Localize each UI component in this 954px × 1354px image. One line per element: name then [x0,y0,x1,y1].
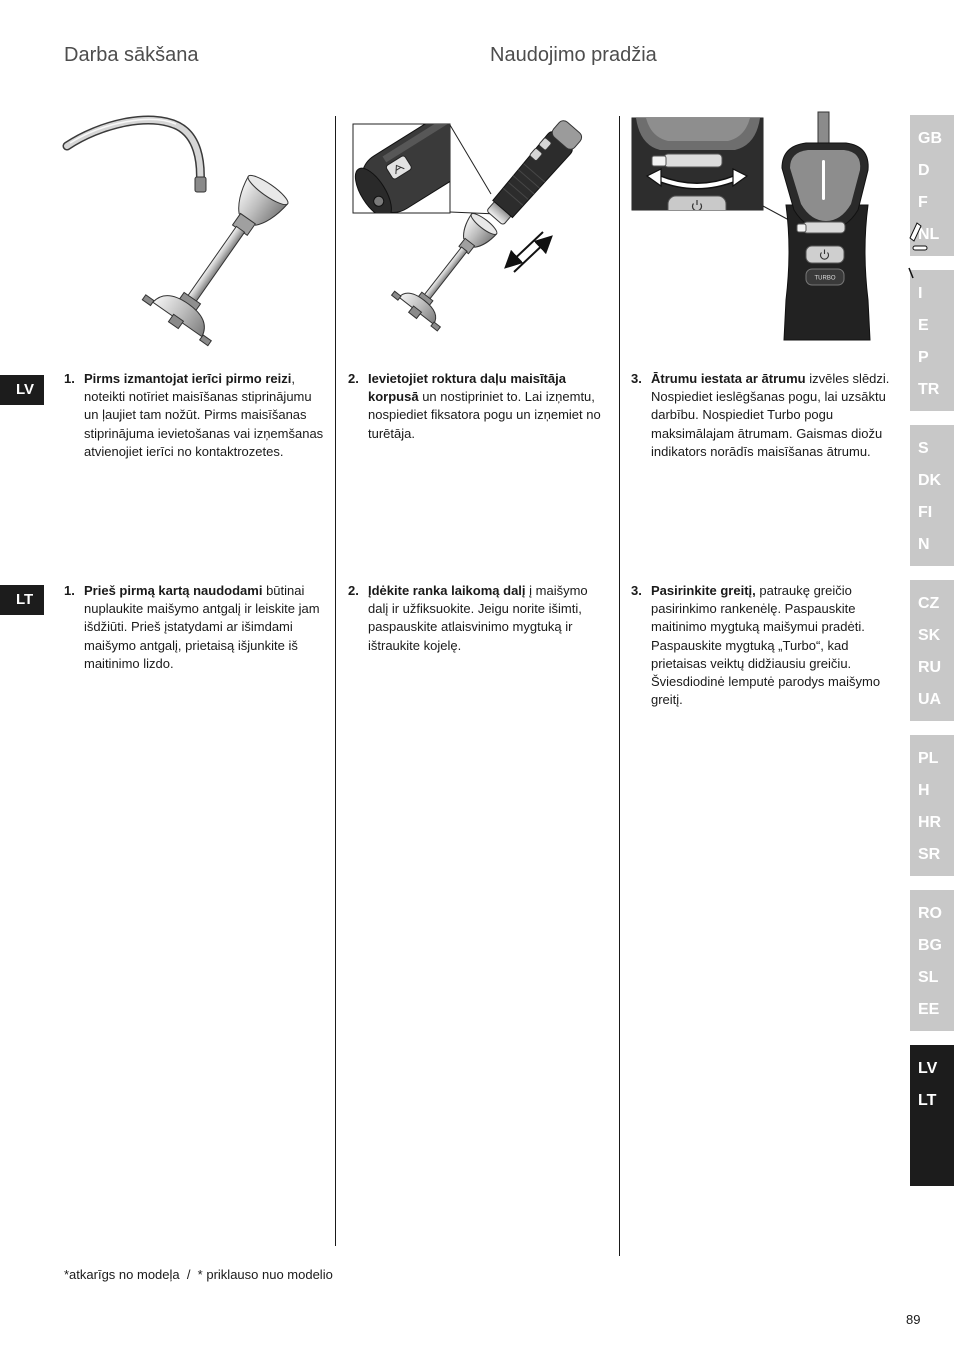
column-divider-1 [335,116,336,1246]
language-tab-gb: GB [918,130,942,147]
language-tab-h: H [918,782,930,799]
language-tab-sk: SK [918,627,941,644]
step-detail: patraukę greičio pasirinkimo rankenėlę. Paspauskite maitinimo mygtuką maišymui pradėti. Paspauskite mygtuką „Turbo“, kad prietaisas veiktų didžiausiu greičiu. Šviesdiodinė lemputė parodys maišymo greitį. [651,583,881,708]
step-lead: Prieš pirmą kartą naudodami [84,583,263,598]
language-tab-hr: HR [918,814,942,831]
language-tab-d: D [918,162,930,179]
lv-step-1 [64,370,326,461]
step-lead: Ievietojiet roktura daļu maisītāja korpusā [368,371,566,405]
step-number: 1. [64,583,75,598]
step-detail: un nostipriniet to. Lai izņemtu, nospiediet fiksatora pogu un izņemiet no turētāja. [368,389,601,441]
language-tab-e: E [918,317,929,334]
step-text [651,370,893,461]
lv-step-3 [631,370,893,461]
blender-shaft-illustration [141,162,305,348]
language-tab-ua: UA [918,691,942,708]
language-tab-s: S [918,440,929,457]
step-detail: būtinai nuplaukite maišymo antgalį ir leiskite jam išdžiūti. Prieš įstatydami ar išimdami maišymo antgalį, prietaisą išjunkite iš maitinimo lizdo. [84,583,320,671]
language-tab-ru: RU [918,659,942,676]
step-text [84,370,326,461]
section-tab-lv: LV [0,375,44,405]
step-text [368,582,610,655]
lt-step-3 [631,582,893,709]
lt-step-1 [64,582,326,673]
speed-slider [803,222,845,233]
language-tab-lt: LT [918,1092,937,1109]
language-tab-group-3 [910,425,954,566]
language-tab-lv: LV [918,1060,938,1077]
blender-shaft-illustration-2 [390,203,510,334]
curved-tube-illustration [67,119,206,192]
language-tab-group-5 [910,735,954,876]
language-tab-tr: TR [918,381,940,398]
language-tab-nl: NL [918,226,940,243]
turbo-button-label: TURBO [814,275,836,282]
page-number: 89 [906,1312,921,1327]
step-number: 1. [64,371,75,386]
speed-selector-closeup [632,118,763,218]
language-tab-n: N [918,536,930,553]
speed-indicator-light [822,160,825,200]
language-tab-ee: EE [918,1001,940,1018]
speed-slider [664,154,722,167]
model-footnote: *atkarīgs no modeļa / * priklauso nuo modelio [64,1267,333,1282]
language-tab-dk: DK [918,472,942,489]
page-title-lt: Naudojimo pradžia [490,44,657,66]
language-tab-sr: SR [918,846,941,863]
hand-blender-device-illustration [782,112,870,340]
motor-handle-illustration [483,118,584,228]
language-tab-group-6 [910,890,954,1031]
language-tab-bg: BG [918,937,942,954]
step-text [84,582,326,673]
step-lead: Pasirinkite greitį, [651,583,756,598]
page-title-lv: Darba sākšana [64,44,199,66]
power-button [668,196,726,218]
language-tab-sl: SL [918,969,939,986]
step-3-illustration [625,108,905,348]
language-tab-group-2 [910,270,954,411]
step-lead: Įdėkite ranka laikomą dalį [368,583,526,598]
tab-edge-marker-icon [904,218,932,284]
section-tab-lt: LT [0,585,44,615]
lt-step-2 [348,582,610,655]
step-number: 2. [348,583,359,598]
step-lead: Ātrumu iestata ar ātrumu [651,371,806,386]
column-divider-2 [619,116,620,1256]
language-tab-p: P [918,349,929,366]
language-tab-i: I [918,285,923,302]
step-number: 2. [348,371,359,386]
step-text [651,582,893,709]
language-tab-pl: PL [918,750,939,767]
language-tab-cz: CZ [918,595,940,612]
step-detail: izvēles slēdzi. Nospiediet ieslēgšanas pogu, lai uzsāktu darbību. Nospiediet Turbo pogu maksimālajam ātrumam. Gaismas diožu indikators norādīs maisīšanas ātrumu. [651,371,890,459]
language-tab-group-7 [910,1045,954,1186]
step-detail: į maišymo dalį ir užfiksuokite. Jeigu norite išimti, paspauskite atlaisvinimo mygtuką ir ištraukite kojelę. [368,583,588,653]
step-number: 3. [631,583,642,598]
step-text [368,370,610,443]
step-number: 3. [631,371,642,386]
step-1-illustration [55,108,330,353]
language-tab-f: F [918,194,928,211]
power-button [806,246,844,263]
language-tab-ro: RO [918,905,942,922]
step-lead: Pirms izmantojat ierīci pirmo reizi [84,371,292,386]
lv-step-2 [348,370,610,443]
language-tab-fi: FI [918,504,933,521]
language-tab-group-4 [910,580,954,721]
step-detail: , noteikti notīriet maisīšanas stiprinājumu un ļaujiet tam nožūt. Pirms maisīšanas stiprinājuma ievietošanas vai izņemšanas atvienojiet ierīci no kontaktrozetes. [84,371,324,459]
step-2-illustration [340,112,615,352]
